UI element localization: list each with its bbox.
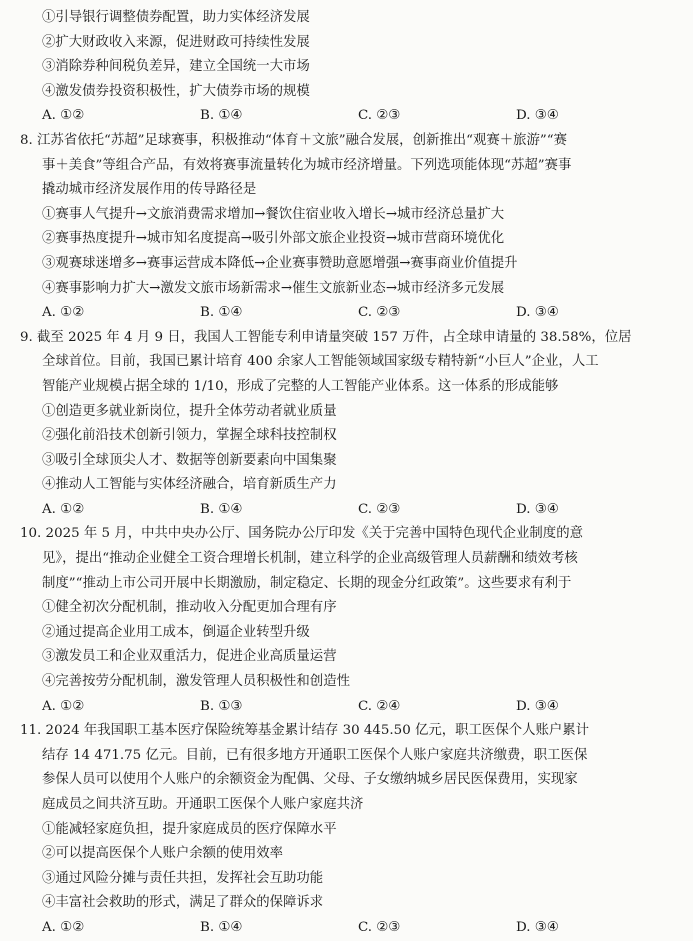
question-stem-line: 制度”“推动上市公司开展中长期激励，制定稳定、长期的现金分红政策”。这些要求有利于 bbox=[42, 575, 572, 591]
option-line: ③吸引全球顶尖人才、数据等创新要素向中国集聚 bbox=[42, 452, 337, 468]
option-line: ①能减轻家庭负担，提升家庭成员的医疗保障水平 bbox=[42, 821, 337, 837]
option-line: ④完善按劳分配机制，激发管理人员积极性和创造性 bbox=[42, 674, 350, 690]
option-line: ②可以提高医保个人账户余额的使用效率 bbox=[42, 846, 284, 862]
choice-c: C. ②③ bbox=[358, 108, 401, 124]
choice-d: D. ③④ bbox=[516, 305, 559, 321]
choice-c: C. ②③ bbox=[358, 305, 401, 321]
choice-d: D. ③④ bbox=[516, 698, 559, 714]
choice-c: C. ②④ bbox=[358, 698, 401, 714]
question-stem-line: 智能产业规模占据全球的 1/10，形成了完整的人工智能产业体系。这一体系的形成能够 bbox=[42, 378, 559, 394]
choice-a: A. ①② bbox=[42, 305, 85, 321]
choice-b: B. ①④ bbox=[200, 108, 243, 124]
option-line: ①赛事人气提升→文旅消费需求增加→餐饮住宿业收入增长→城市经济总量扩大 bbox=[42, 206, 505, 222]
option-line: ①健全初次分配机制，推动收入分配更加合理有序 bbox=[42, 600, 337, 616]
choice-d: D. ③④ bbox=[516, 919, 559, 935]
choice-b: B. ①④ bbox=[200, 305, 243, 321]
option-line: ③通过风险分摊与责任共担，发挥社会互助功能 bbox=[42, 870, 324, 886]
option-line: ①引导银行调整债券配置，助力实体经济发展 bbox=[42, 10, 310, 25]
question-10 bbox=[20, 522, 675, 719]
choice-b: B. ①④ bbox=[200, 919, 243, 935]
question-9 bbox=[20, 326, 675, 523]
choice-d: D. ③④ bbox=[516, 501, 559, 517]
question-stem-line: 结存 14 471.75 亿元。目前，已有很多地方开通职工医保个人账户家庭共济缴费，职工医保 bbox=[42, 747, 588, 763]
option-line: ③消除券种间税负差异，建立全国统一大市场 bbox=[42, 59, 310, 75]
question-8 bbox=[20, 129, 675, 326]
question-stem-line: 见》，提出“推动企业健全工资合理增长机制，建立科学的企业高级管理人员薪酬和绩效考核 bbox=[42, 551, 578, 567]
option-line: ④赛事影响力扩大→激发文旅市场新需求→催生文旅新业态→城市经济多元发展 bbox=[42, 280, 505, 296]
choice-b: B. ①④ bbox=[200, 501, 243, 517]
question-7 bbox=[20, 6, 675, 129]
option-line: ②强化前沿技术创新引领力，掌握全球科技控制权 bbox=[42, 428, 337, 444]
question-stem-line: 庭成员之间共济互助。开通职工医保个人账户家庭共济 bbox=[42, 797, 364, 812]
option-line: ①创造更多就业新岗位，提升全体劳动者就业质量 bbox=[42, 403, 337, 419]
option-line: ④丰富社会救助的形式，满足了群众的保障诉求 bbox=[42, 895, 324, 911]
choice-a: A. ①② bbox=[42, 501, 85, 517]
option-line: ③激发员工和企业双重活力，促进企业高质量运营 bbox=[42, 649, 337, 665]
choice-a: A. ①② bbox=[42, 919, 85, 935]
choice-d: D. ③④ bbox=[516, 108, 559, 124]
question-stem-line: 全球首位。目前，我国已累计培育 400 余家人工智能领域国家级专精特新“小巨人”企业，人工 bbox=[42, 354, 599, 370]
option-line: ④激发债券投资积极性，扩大债券市场的规模 bbox=[42, 83, 310, 99]
choice-b: B. ①③ bbox=[200, 698, 243, 714]
choice-c: C. ②③ bbox=[358, 919, 401, 935]
choice-c: C. ②③ bbox=[358, 501, 401, 517]
option-line: ③观赛球迷增多→赛事运营成本降低→企业赛事赞助意愿增强→赛事商业价值提升 bbox=[42, 255, 518, 271]
answer-choices bbox=[20, 104, 675, 129]
question-11 bbox=[20, 719, 675, 940]
question-stem-line: 参保人员可以使用个人账户的余额资金为配偶、父母、子女缴纳城乡居民医保费用，实现家 bbox=[42, 772, 578, 788]
question-stem-line: 撬动城市经济发展作用的传导路径是 bbox=[42, 182, 257, 198]
option-line: ②通过提高企业用工成本，倒逼企业转型升级 bbox=[42, 624, 310, 640]
answer-choices bbox=[20, 498, 675, 523]
question-stem-line: 11. 2024 年我国职工基本医疗保险统筹基金累计结存 30 445.50 亿元，职工医保个人账户累计 bbox=[20, 723, 590, 739]
option-line: ④推动人工智能与实体经济融合，培育新质生产力 bbox=[42, 477, 337, 493]
answer-choices bbox=[20, 695, 675, 720]
question-stem-line: 8. 江苏省依托“苏超”足球赛事，积极推动“体育＋文旅”融合发展，创新推出“观赛＋旅游”“赛 bbox=[20, 132, 568, 148]
choice-a: A. ①② bbox=[42, 698, 85, 714]
option-line: ②扩大财政收入来源，促进财政可持续性发展 bbox=[42, 34, 310, 50]
question-stem-line: 9. 截至 2025 年 4 月 9 日，我国人工智能专利申请量突破 157 万件，占全球申请量的 38.58%，位居 bbox=[20, 329, 632, 345]
choice-a: A. ①② bbox=[42, 108, 85, 124]
answer-choices bbox=[20, 301, 675, 326]
question-stem-line: 10. 2025 年 5 月，中共中央办公厅、国务院办公厅印发《关于完善中国特色现代企业制度的意 bbox=[20, 526, 583, 542]
option-line: ②赛事热度提升→城市知名度提高→吸引外部文旅企业投资→城市营商环境优化 bbox=[42, 231, 505, 247]
question-stem-line: 事＋美食”等组合产品，有效将赛事流量转化为城市经济增量。下列选项能体现“苏超”赛事 bbox=[42, 157, 572, 173]
